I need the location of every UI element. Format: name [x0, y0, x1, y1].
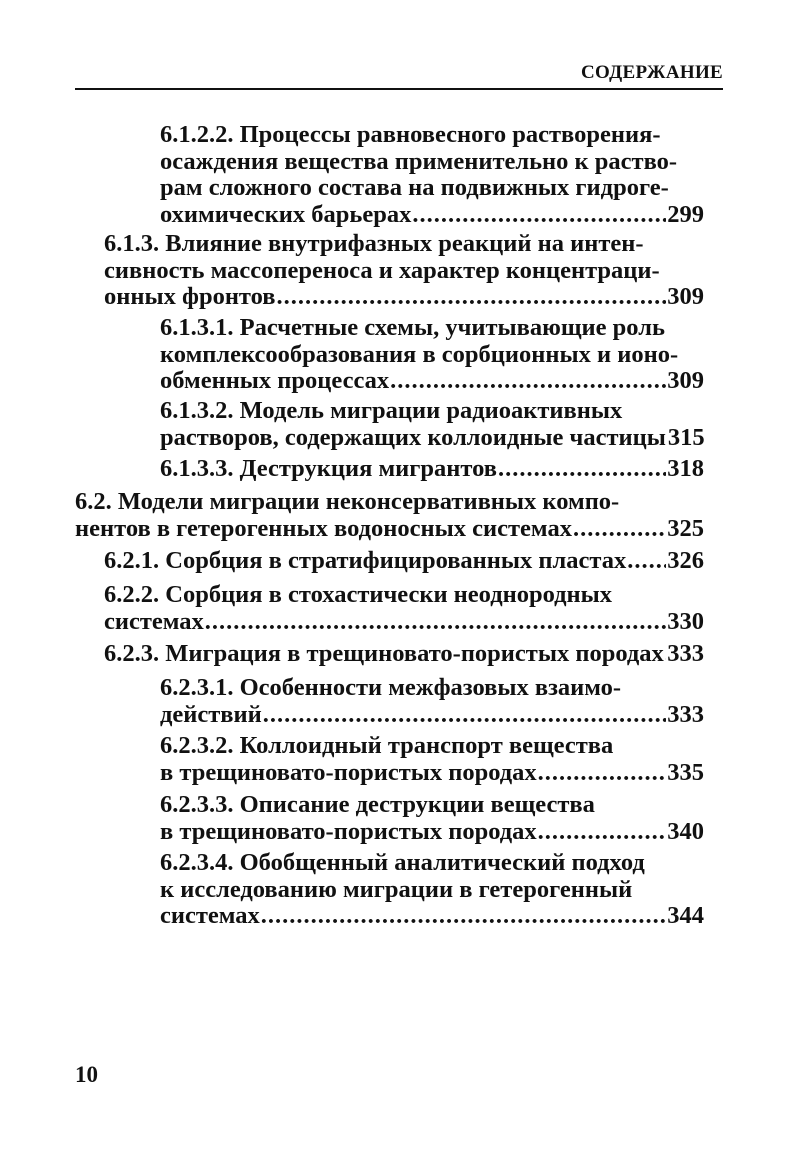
page-number: 299: [667, 200, 704, 228]
toc-entry-last-line: [75, 516, 704, 543]
toc-entry: [160, 122, 704, 228]
toc-entry-line: 6.1.3. Влияние внутрифазных реакций на интен-: [104, 230, 644, 257]
toc-entry-text: действий: [160, 700, 262, 728]
toc-entry-line: 6.2.3.3. Описание деструкции вещества: [160, 791, 595, 818]
toc-entry: [75, 489, 704, 542]
toc-entry: [160, 850, 704, 930]
toc-entry-line: 6.1.3.1. Расчетные схемы, учитывающие роль: [160, 314, 665, 341]
page-folio: 10: [75, 1062, 98, 1087]
page-number: 344: [667, 902, 704, 929]
toc-entry-last-line: [160, 760, 704, 787]
dot-leader: [498, 456, 666, 483]
running-header: СОДЕРЖАНИЕ: [581, 62, 723, 83]
toc-entry-text: 6.1.3.3. Деструкция мигрантов: [160, 455, 497, 482]
toc-entry-last-line: [160, 903, 704, 930]
toc-entry-line: 6.1.2.2. Процессы равновесного растворения-: [160, 121, 661, 148]
dot-leader: [261, 903, 666, 930]
toc-entry-line: 6.2. Модели миграции неконсервативных компо-: [75, 488, 620, 515]
page-number: 325: [667, 514, 704, 542]
dot-leader: [573, 516, 666, 543]
dot-leader: [412, 202, 666, 229]
toc-entry-last-line: [160, 202, 704, 229]
toc-entry-last-line: [104, 641, 704, 668]
toc-entry-last-line: [160, 819, 704, 846]
dot-leader: [390, 368, 666, 395]
toc-entry: [160, 398, 704, 451]
toc-entry-text: обменных процессах: [160, 367, 390, 394]
dot-leader: [538, 819, 667, 846]
toc-entry-text: охимических барьерах: [160, 200, 412, 228]
toc-entry-line: рам сложного состава на подвижных гидроге-: [160, 174, 669, 201]
toc-entry: [160, 792, 704, 845]
toc-entry: [160, 456, 704, 483]
toc-entry-line: осаждения вещества применительно к раство-: [160, 147, 678, 175]
toc-entry-text: онных фронтов: [104, 283, 276, 310]
toc-entry-line: 6.2.3.2. Коллоидный транспорт вещества: [160, 732, 614, 759]
dot-leader: [627, 548, 666, 575]
page-number: 318: [667, 455, 704, 482]
page-number: 333: [667, 700, 704, 728]
toc-entry-text: системах: [160, 902, 260, 929]
dot-leader: [665, 641, 666, 668]
toc-entry-last-line: [160, 368, 704, 395]
toc-entry-line: 6.2.2. Сорбция в стохастически неоднородных: [104, 581, 613, 608]
toc-entry-last-line: [104, 284, 704, 311]
page-number: 333: [667, 640, 704, 667]
toc-entry-text: 6.2.1. Сорбция в стратифицированных пластах: [104, 547, 627, 574]
toc-entry-line: к исследованию миграции в гетерогенный: [160, 875, 633, 903]
toc-entry-line: 6.2.3.4. Обобщенный аналитический подход: [160, 849, 645, 876]
dot-leader: [205, 609, 666, 636]
toc-entry-line: сивность массопереноса и характер концентраци-: [104, 256, 660, 284]
toc-entry: [160, 315, 704, 395]
toc-entry-last-line: [160, 425, 704, 452]
toc-entry: [160, 733, 704, 786]
toc-entry: [160, 675, 704, 728]
toc-entry-last-line: [160, 702, 704, 729]
toc-entry-text: нентов в гетерогенных водоносных системах: [75, 514, 572, 542]
page-number: 335: [667, 758, 704, 786]
dot-leader: [277, 284, 667, 311]
toc-entry-last-line: [104, 609, 704, 636]
toc-entry: [104, 548, 704, 575]
page-number: 309: [667, 283, 704, 310]
toc-entry-text: в трещиновато-пористых породах: [160, 758, 537, 786]
toc-entry-text: 6.2.3. Миграция в трещиновато-пористых породах: [104, 640, 664, 667]
toc-entry: [104, 582, 704, 635]
page-number: 315: [667, 423, 705, 451]
page-number: 326: [667, 547, 704, 574]
page-number: 309: [667, 367, 704, 394]
toc-entry: [104, 231, 704, 311]
toc-entry-last-line: [104, 548, 704, 575]
header-rule: [75, 88, 723, 90]
toc-entry-text: системах: [104, 607, 204, 635]
page-number: 330: [667, 607, 704, 635]
toc-entry-line: 6.1.3.2. Модель миграции радиоактивных: [160, 397, 623, 424]
toc-entry-line: 6.2.3.1. Особенности межфазовых взаимо-: [160, 674, 622, 701]
toc-entry: [104, 641, 704, 668]
dot-leader: [263, 702, 666, 729]
toc-entry-last-line: [160, 456, 704, 483]
dot-leader: [538, 760, 667, 787]
toc-entry-line: комплексообразования в сорбционных и ионо-: [160, 340, 679, 368]
toc-entry-text: в трещиновато-пористых породах: [160, 817, 537, 845]
toc-entry-text: растворов, содержащих коллоидные частицы: [160, 423, 666, 451]
page-number: 340: [667, 817, 704, 845]
